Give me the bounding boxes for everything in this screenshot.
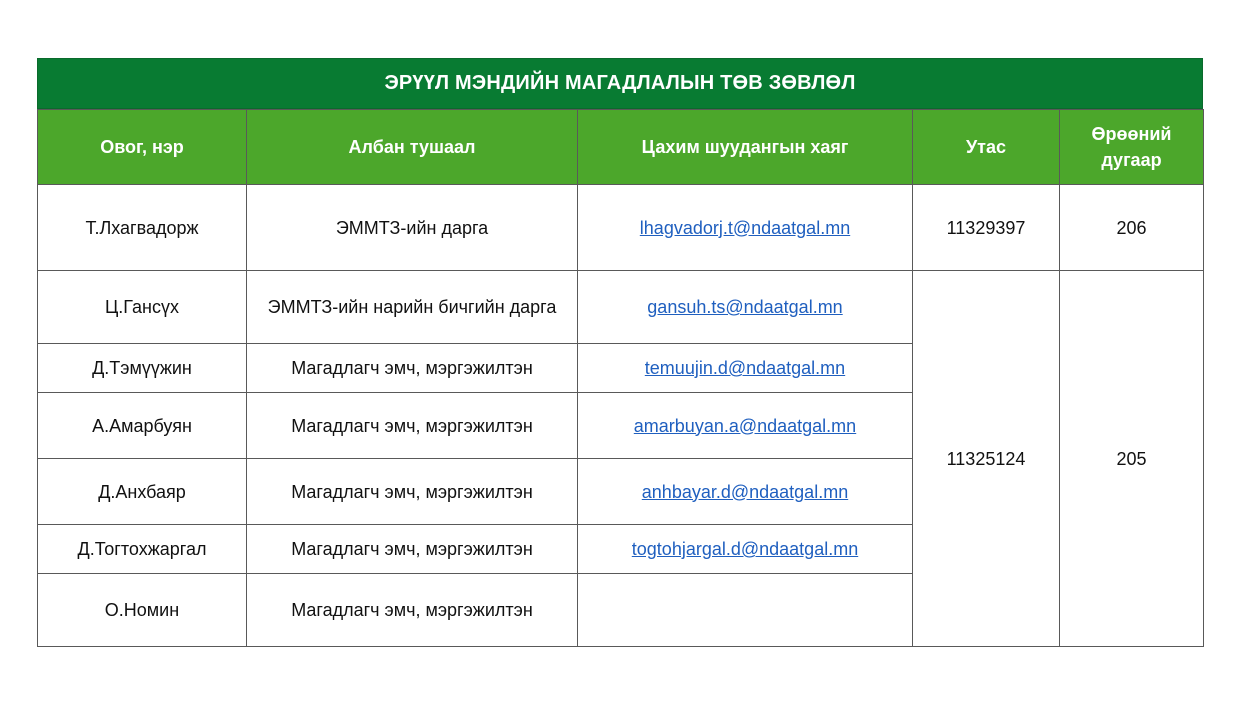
column-header-position: Албан тушаал bbox=[247, 110, 578, 185]
name-cell: Т.Лхагвадорж bbox=[38, 185, 247, 271]
position-cell: Магадлагч эмч, мэргэжилтэн bbox=[247, 393, 578, 459]
email-link[interactable]: temuujin.d@ndaatgal.mn bbox=[644, 358, 846, 378]
column-header-room bbox=[1060, 110, 1204, 185]
name-cell: Ц.Гансүх bbox=[38, 271, 247, 344]
position-cell: Магадлагч эмч, мэргэжилтэн bbox=[247, 574, 578, 647]
name-cell: О.Номин bbox=[38, 574, 247, 647]
position-cell: ЭММТЗ-ийн дарга bbox=[247, 185, 578, 271]
phone-cell: 11329397 bbox=[913, 185, 1060, 271]
email-cell bbox=[578, 185, 913, 271]
email-cell bbox=[578, 393, 913, 459]
email-cell bbox=[578, 271, 913, 344]
email-cell bbox=[578, 344, 913, 393]
shared-phone-cell: 11325124 bbox=[913, 271, 1060, 647]
name-cell: Д.Тогтохжаргал bbox=[38, 525, 247, 574]
email-link[interactable]: anhbayar.d@ndaatgal.mn bbox=[641, 481, 849, 502]
room-header-line1: Өрөөний bbox=[1091, 124, 1172, 144]
email-link[interactable]: gansuh.ts@ndaatgal.mn bbox=[647, 297, 843, 317]
table-row bbox=[38, 271, 1204, 344]
email-cell bbox=[578, 459, 913, 525]
table-title: ЭРҮҮЛ МЭНДИЙН МАГАДЛАЛЫН ТӨВ ЗӨВЛӨЛ bbox=[37, 58, 1203, 109]
header-row bbox=[38, 110, 1204, 185]
name-cell: Д.Анхбаяр bbox=[38, 459, 247, 525]
contact-table bbox=[37, 109, 1204, 647]
table-row bbox=[38, 185, 1204, 271]
position-cell: Магадлагч эмч, мэргэжилтэн bbox=[247, 344, 578, 393]
email-cell-empty bbox=[578, 574, 913, 647]
email-link[interactable]: lhagvadorj.t@ndaatgal.mn bbox=[639, 217, 851, 238]
position-cell: Магадлагч эмч, мэргэжилтэн bbox=[247, 525, 578, 574]
name-cell: Д.Тэмүүжин bbox=[38, 344, 247, 393]
column-header-email: Цахим шуудангын хаяг bbox=[578, 110, 913, 185]
email-cell bbox=[578, 525, 913, 574]
email-link[interactable]: amarbuyan.a@ndaatgal.mn bbox=[633, 415, 857, 436]
column-header-name: Овог, нэр bbox=[38, 110, 247, 185]
position-cell: Магадлагч эмч, мэргэжилтэн bbox=[247, 459, 578, 525]
email-link[interactable]: togtohjargal.d@ndaatgal.mn bbox=[631, 539, 859, 559]
name-cell: А.Амарбуян bbox=[38, 393, 247, 459]
shared-room-cell: 205 bbox=[1060, 271, 1204, 647]
council-contact-table-frame bbox=[37, 58, 1203, 647]
room-header-line2: дугаар bbox=[1101, 150, 1162, 170]
position-cell: ЭММТЗ-ийн нарийн бичгийн дарга bbox=[247, 271, 578, 344]
room-cell: 206 bbox=[1060, 185, 1204, 271]
column-header-phone: Утас bbox=[913, 110, 1060, 185]
